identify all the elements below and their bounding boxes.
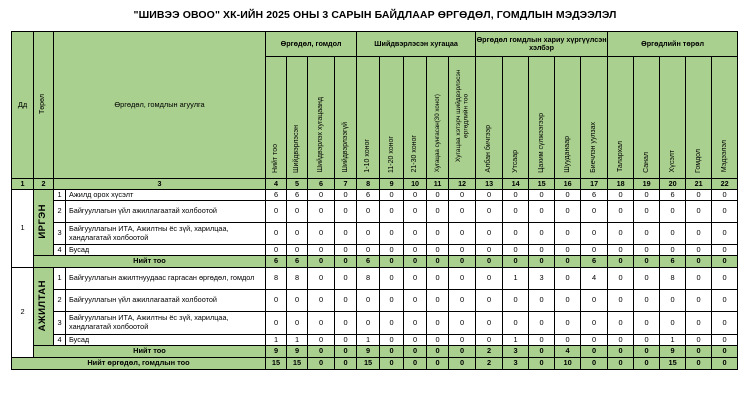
complaints-table [11,31,738,370]
cell-value: 0 [266,223,287,245]
cell-value: 0 [380,223,404,245]
cell-value: 6 [357,190,380,201]
column-number: 20 [660,179,686,190]
cell-value: 0 [634,312,660,335]
cell-value: 0 [634,190,660,201]
sum-value: 6 [357,256,380,268]
cell-value: 0 [335,223,357,245]
sum-value: 0 [686,346,712,358]
sum-value: 0 [686,256,712,268]
cell-value: 0 [449,201,476,223]
cell-value: 0 [686,335,712,346]
cell-value: 0 [503,312,529,335]
cell-value: 0 [380,245,404,256]
cell-value: 0 [404,290,427,312]
column-number: 19 [634,179,660,190]
cell-value: 0 [380,312,404,335]
cell-value: 8 [287,268,308,290]
cell-value: 0 [335,312,357,335]
cell-value: 0 [712,290,738,312]
cell-value: 0 [404,268,427,290]
row-label: Байгууллагын ИТА, Ажилтны ёс зүй, харилцаа, хандлагатай холбоотой [66,223,266,245]
sum-value: 0 [634,346,660,358]
cell-value: 0 [380,190,404,201]
cell-value: 0 [660,312,686,335]
cell-value: 0 [686,190,712,201]
cell-value: 6 [660,190,686,201]
cell-value: 0 [555,245,581,256]
sum-value: 9 [660,346,686,358]
column-header: Хугацаа сунгасан(30 хоног) [427,57,449,179]
grand-total-value: 0 [581,358,608,370]
cell-value: 0 [287,223,308,245]
column-header: Гомдол [686,57,712,179]
column-number: 14 [503,179,529,190]
section-sum-label: Нийт тоо [34,346,266,358]
cell-value: 0 [555,312,581,335]
cell-value: 0 [712,201,738,223]
cell-value: 0 [266,312,287,335]
cell-value: 0 [529,190,555,201]
sum-value: 0 [308,256,335,268]
cell-value: 1 [266,335,287,346]
cell-value: 0 [335,268,357,290]
column-header: Утсаар [503,57,529,179]
cell-value: 1 [287,335,308,346]
cell-value: 0 [529,335,555,346]
cell-value: 0 [608,190,634,201]
cell-value: 0 [529,312,555,335]
cell-value: 6 [287,190,308,201]
cell-value: 0 [427,290,449,312]
cell-value: 0 [608,201,634,223]
column-header: Шийдвэрлэх хугацаанд [308,57,335,179]
cell-value: 0 [634,335,660,346]
section-number: 1 [12,190,34,268]
sum-value: 0 [404,346,427,358]
cell-value: 0 [660,201,686,223]
column-header: Хугацаа хэтэрч шийдвэрлэсэн өргөдлийн тоо [449,57,476,179]
cell-value: 0 [335,190,357,201]
column-header: Шийдвэрлээгүй [335,57,357,179]
table-row [12,245,738,256]
cell-value: 0 [608,312,634,335]
column-header: 1-10 хоног [357,57,380,179]
cell-value: 0 [308,201,335,223]
row-label: Байгууллагын ажилтнуудаас гаргасан өргөдөл, гомдол [66,268,266,290]
cell-value: 0 [503,245,529,256]
section-type: АЖИЛТАН [34,268,54,346]
column-header: Шийдвэрлэсэн [287,57,308,179]
sum-value: 0 [555,256,581,268]
grand-total-value: 0 [308,358,335,370]
section-type: ИРГЭН [34,190,54,256]
table-row [12,312,738,335]
cell-value: 0 [404,312,427,335]
row-number: 3 [54,312,66,335]
cell-value: 0 [712,268,738,290]
cell-value: 0 [357,223,380,245]
cell-value: 0 [380,290,404,312]
sum-value: 6 [660,256,686,268]
cell-value: 0 [608,268,634,290]
row-number: 4 [54,335,66,346]
grand-total-value: 15 [266,358,287,370]
sum-value: 0 [529,346,555,358]
cell-value: 0 [308,268,335,290]
sum-value: 0 [335,256,357,268]
cell-value: 0 [449,290,476,312]
cell-value: 0 [686,201,712,223]
grand-total-value: 3 [503,358,529,370]
cell-value: 0 [555,223,581,245]
column-number: 12 [449,179,476,190]
header-category: Өргөдөл, гомдлын агуулга [54,32,266,179]
sum-value: 0 [608,346,634,358]
sum-value: 9 [287,346,308,358]
column-header: Талархал [608,57,634,179]
column-number: 8 [357,179,380,190]
sum-value: 4 [555,346,581,358]
grand-total-value: 0 [335,358,357,370]
grand-total-value: 0 [608,358,634,370]
cell-value: 0 [660,245,686,256]
sum-value: 6 [581,256,608,268]
cell-value: 1 [503,268,529,290]
cell-value: 0 [335,335,357,346]
grand-total-value: 0 [404,358,427,370]
cell-value: 0 [427,201,449,223]
cell-value: 0 [308,190,335,201]
cell-value: 0 [404,335,427,346]
column-number: 5 [287,179,308,190]
cell-value: 0 [608,290,634,312]
cell-value: 0 [427,245,449,256]
cell-value: 0 [660,290,686,312]
sum-value: 2 [476,346,503,358]
cell-value: 0 [287,201,308,223]
section-sum-row [12,256,738,268]
cell-value: 0 [712,312,738,335]
cell-value: 0 [529,290,555,312]
sum-value: 0 [308,346,335,358]
cell-value: 0 [608,335,634,346]
row-number: 1 [54,190,66,201]
header-type: Төрөл [34,32,54,179]
column-header: Санал [634,57,660,179]
cell-value: 0 [427,268,449,290]
group-response-form: Өргөдөл гомдлын хариу хүргүүлсэн хэлбэр [476,32,608,57]
table-row [12,290,738,312]
table-row [12,268,738,290]
cell-value: 0 [529,245,555,256]
cell-value: 0 [634,290,660,312]
sum-value: 0 [427,346,449,358]
column-number: 17 [581,179,608,190]
section-number: 2 [12,268,34,358]
cell-value: 0 [476,312,503,335]
cell-value: 0 [712,190,738,201]
cell-value: 3 [529,268,555,290]
row-number: 1 [54,268,66,290]
group-complaints: Өргөдөл, гомдол [266,32,357,57]
cell-value: 0 [427,223,449,245]
cell-value: 0 [266,290,287,312]
cell-value: 0 [686,223,712,245]
cell-value: 0 [287,312,308,335]
cell-value: 0 [634,268,660,290]
grand-total-value: 2 [476,358,503,370]
cell-value: 0 [308,223,335,245]
sum-value: 6 [287,256,308,268]
column-header: 21-30 хоног [404,57,427,179]
header-dd: Дд [12,32,34,179]
sum-value: 0 [380,256,404,268]
cell-value: 0 [380,268,404,290]
cell-value: 0 [581,335,608,346]
report-title: "ШИВЭЭ ОВОО" ХК-ИЙН 2025 ОНЫ 3 САРЫН БАЙДЛААР ӨРГӨДӨЛ, ГОМДЛЫН МЭДЭЭЛЭЛ [133,9,617,21]
grand-total-label: Нийт өргөдөл, гомдлын тоо [12,358,266,370]
cell-value: 0 [581,312,608,335]
cell-value: 0 [529,223,555,245]
cell-value: 0 [555,290,581,312]
cell-value: 0 [476,245,503,256]
sum-value: 0 [634,256,660,268]
column-header: 11-20 хоног [380,57,404,179]
cell-value: 0 [581,245,608,256]
cell-value: 0 [266,245,287,256]
column-header: Биечлэн уулзах [581,57,608,179]
sum-value: 9 [357,346,380,358]
column-number: 3 [54,179,266,190]
cell-value: 0 [503,201,529,223]
cell-value: 0 [476,335,503,346]
grand-total-value: 0 [449,358,476,370]
cell-value: 0 [449,335,476,346]
cell-value: 0 [449,190,476,201]
cell-value: 0 [712,335,738,346]
sum-value: 0 [712,256,738,268]
row-label: Байгууллагын үйл ажиллагаатай холбоотой [66,290,266,312]
cell-value: 0 [476,223,503,245]
sum-value: 0 [476,256,503,268]
row-number: 2 [54,290,66,312]
column-number: 9 [380,179,404,190]
cell-value: 1 [503,335,529,346]
column-number: 21 [686,179,712,190]
cell-value: 0 [308,312,335,335]
grand-total-value: 0 [427,358,449,370]
cell-value: 0 [404,190,427,201]
cell-value: 6 [581,190,608,201]
cell-value: 0 [449,245,476,256]
cell-value: 0 [476,190,503,201]
row-number: 2 [54,201,66,223]
column-number: 1 [12,179,34,190]
cell-value: 0 [608,245,634,256]
sum-value: 3 [503,346,529,358]
cell-value: 0 [266,201,287,223]
sum-value: 0 [581,346,608,358]
column-number: 22 [712,179,738,190]
column-number: 11 [427,179,449,190]
row-label: Ажилд орох хүсэлт [66,190,266,201]
grand-total-value: 15 [660,358,686,370]
cell-value: 0 [581,290,608,312]
cell-value: 0 [308,290,335,312]
column-number: 13 [476,179,503,190]
cell-value: 0 [427,190,449,201]
cell-value: 0 [634,201,660,223]
cell-value: 0 [308,335,335,346]
cell-value: 0 [634,223,660,245]
column-number: 16 [555,179,581,190]
cell-value: 0 [686,245,712,256]
cell-value: 0 [686,312,712,335]
column-number: 7 [335,179,357,190]
cell-value: 0 [357,201,380,223]
sum-value: 0 [449,256,476,268]
cell-value: 0 [555,335,581,346]
column-header: Шууданаар [555,57,581,179]
cell-value: 0 [529,201,555,223]
cell-value: 0 [427,335,449,346]
column-header: Цахим сүлжээгээр [529,57,555,179]
column-number: 6 [308,179,335,190]
grand-total-value: 0 [712,358,738,370]
grand-total-value: 0 [686,358,712,370]
sum-value: 9 [266,346,287,358]
cell-value: 0 [357,245,380,256]
table-row [12,190,738,201]
section-sum-label: Нийт тоо [34,256,266,268]
column-header: Албан бичгээр [476,57,503,179]
cell-value: 0 [634,245,660,256]
sum-value: 0 [449,346,476,358]
sum-value: 0 [427,256,449,268]
table-row [12,201,738,223]
cell-value: 8 [357,268,380,290]
cell-value: 8 [266,268,287,290]
cell-value: 0 [503,223,529,245]
section-sum-row [12,346,738,358]
cell-value: 0 [476,290,503,312]
column-header: Нийт тоо [266,57,287,179]
table-row [12,335,738,346]
column-header: Мэдээлэл [712,57,738,179]
grand-total-value: 15 [357,358,380,370]
cell-value: 0 [308,245,335,256]
cell-value: 6 [266,190,287,201]
cell-value: 0 [335,201,357,223]
cell-value: 0 [287,290,308,312]
cell-value: 0 [404,223,427,245]
grand-total-value: 0 [380,358,404,370]
grand-total-row [12,358,738,370]
cell-value: 0 [712,223,738,245]
cell-value: 0 [357,290,380,312]
sum-value: 0 [404,256,427,268]
cell-value: 1 [357,335,380,346]
row-number: 3 [54,223,66,245]
cell-value: 0 [581,223,608,245]
sum-value: 0 [335,346,357,358]
sum-value: 0 [608,256,634,268]
column-number: 2 [34,179,54,190]
cell-value: 0 [449,312,476,335]
column-number: 18 [608,179,634,190]
cell-value: 0 [335,290,357,312]
cell-value: 0 [335,245,357,256]
cell-value: 0 [503,290,529,312]
cell-value: 8 [660,268,686,290]
column-number: 15 [529,179,555,190]
row-label: Байгууллагын ИТА, Ажилтны ёс зүй, харилцаа, хандлагатай холбоотой [66,312,266,335]
cell-value: 0 [660,223,686,245]
cell-value: 0 [686,268,712,290]
cell-value: 0 [476,201,503,223]
column-number: 10 [404,179,427,190]
grand-total-value: 0 [634,358,660,370]
sum-value: 0 [712,346,738,358]
table-row [12,223,738,245]
row-number: 4 [54,245,66,256]
cell-value: 0 [404,201,427,223]
grand-total-value: 10 [555,358,581,370]
column-header: Хүсэлт [660,57,686,179]
sum-value: 0 [380,346,404,358]
cell-value: 0 [581,201,608,223]
cell-value: 0 [555,268,581,290]
cell-value: 0 [404,245,427,256]
cell-value: 1 [660,335,686,346]
cell-value: 0 [555,201,581,223]
group-resolution: Шийдвэрлэсэн хугацаа [357,32,476,57]
cell-value: 0 [608,223,634,245]
sum-value: 0 [503,256,529,268]
grand-total-value: 0 [529,358,555,370]
cell-value: 0 [427,312,449,335]
grand-total-value: 15 [287,358,308,370]
cell-value: 0 [449,268,476,290]
sum-value: 0 [529,256,555,268]
cell-value: 0 [449,223,476,245]
column-number: 4 [266,179,287,190]
cell-value: 0 [476,268,503,290]
cell-value: 0 [380,335,404,346]
cell-value: 0 [555,190,581,201]
cell-value: 0 [686,290,712,312]
row-label: Бусад [66,335,266,346]
cell-value: 0 [357,312,380,335]
row-label: Байгууллагын үйл ажиллагаатай холбоотой [66,201,266,223]
group-complaint-type: Өргөдлийн төрөл [608,32,738,57]
cell-value: 4 [581,268,608,290]
cell-value: 0 [712,245,738,256]
cell-value: 0 [380,201,404,223]
sum-value: 6 [266,256,287,268]
cell-value: 0 [503,190,529,201]
cell-value: 0 [287,245,308,256]
row-label: Бусад [66,245,266,256]
